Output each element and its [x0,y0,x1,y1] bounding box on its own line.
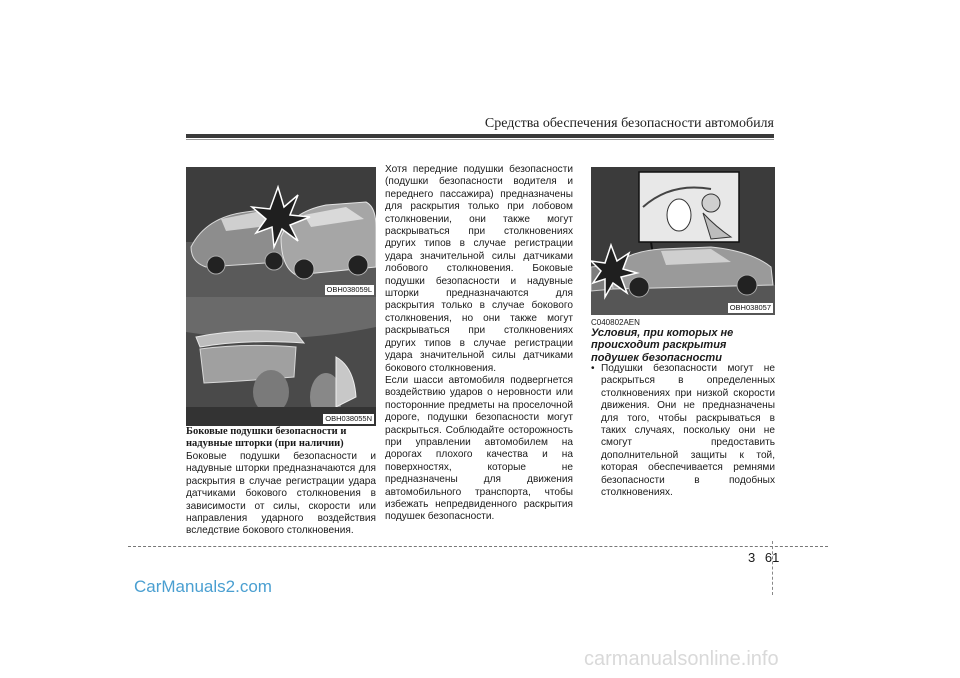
page-number [748,550,779,565]
car-collision-icon [186,167,376,297]
watermark-link[interactable]: CarManuals2.com [134,577,272,596]
curtain-airbag-icon [186,297,376,426]
col2-body [385,164,573,524]
bullet-icon: • [591,363,595,374]
image-label: OBH038059L [326,285,372,294]
image-label: OBH038055N [325,414,372,423]
page-index: 61 [764,550,780,565]
footer-watermark: carmanualsonline.info [584,648,779,670]
bullet-list [591,363,775,499]
section-number: 3 [748,550,756,565]
page-section-title: Средства обеспечения безопасности автомобиля [484,116,774,131]
footer-divider [128,546,828,547]
bullet-text: Подушки безопасности могут не раскрыться в определенных столкновениях при низкой скорости движения. Они не предназначены для того, чтобы раскрываться в таких случаях, поскольку они не смогут предоставить дополнительной защиты к той, которая обеспечивается ремнями безопасности в подобных столкновениях. [601,363,775,499]
col2-paragraph-1: Хотя передние подушки безопасности (подушки безопасности водителя и переднего пассажира) предназначены для раскрытия только при лобовом столкновении, они также могут раскрываться при столкновениях других типов в случае регистрации удара значительной силы датчиками лобового столкновения. Боковые подушки безопасности и надувные шторки предназначаются для раскрытия только в случае бокового столкновения, но они также могут раскрываться при столкновениях других типов в случае регистрации удара значительной силы датчиками бокового столкновения. [385,164,573,374]
low-speed-collision-icon [591,167,775,315]
section-caption: Боковые подушки безопасности и надувные шторки (при наличии) [186,426,347,449]
col1-body-text: Боковые подушки безопасности и надувные шторки предназначаются для раскрытия в случае регистрации удара датчиками бокового столкновения в зависимости от силы, скорости или направления ударного воздействия вследствие бокового столкновения. [186,451,376,537]
header-rule-thin [186,139,774,140]
low-speed-collision-illustration [591,167,775,315]
section-code: C040802AEN [591,318,640,327]
image-label: OBH038057 [729,303,771,312]
section-heading: Условия, при которых не происходит раскрытия подушек безопасности [591,327,734,364]
collision-illustration [186,167,376,297]
list-item [591,363,775,499]
col2-paragraph-2: Если шасси автомобиля подвергнется воздействию ударов о неровности или посторонние предметы на проселочной дороге, подушки безопасности могут раскрыться. Соблюдайте осторожность при управлении автомобилем на дорогах плохого качества и на поверхностях, которые не предназначены для движения автомобильного транспорта, чтобы избежать непредвиденного раскрытия подушек безопасности. [385,374,573,523]
header-rule [186,134,774,138]
curtain-airbag-illustration [186,297,376,426]
